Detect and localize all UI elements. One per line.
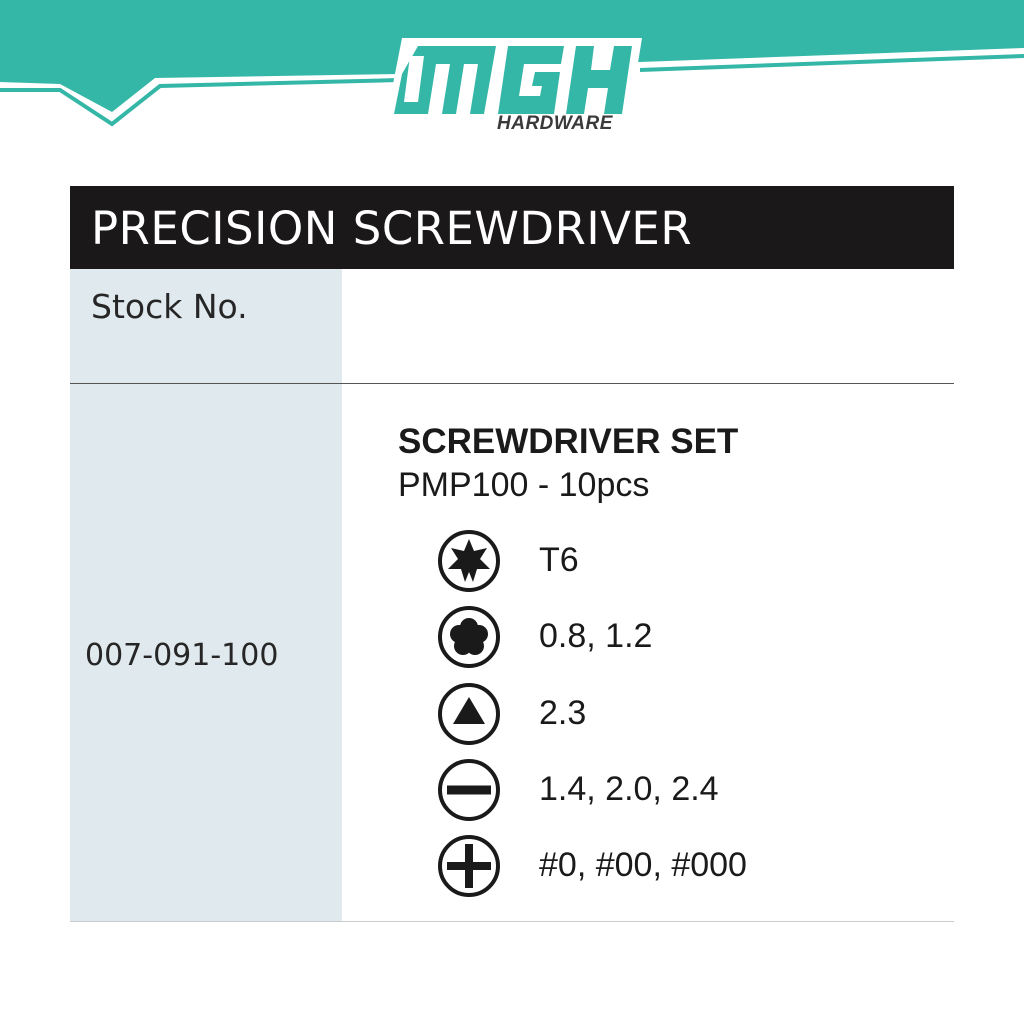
pentalobe-icon [437, 605, 501, 669]
row-divider [70, 383, 954, 384]
spec-value: 2.3 [539, 694, 587, 732]
spec-value: T6 [539, 541, 579, 579]
triwing-icon [437, 682, 501, 746]
product-model: PMP100 - 10pcs [398, 466, 650, 504]
spec-row-pentalobe [437, 605, 937, 669]
stock-label: Stock No. [91, 287, 248, 326]
spec-row-phillips [437, 834, 937, 898]
phillips-icon [437, 834, 501, 898]
spec-value: #0, #00, #000 [539, 846, 747, 884]
table-bottom-border [70, 921, 954, 922]
spec-value: 1.4, 2.0, 2.4 [539, 770, 719, 808]
label-column [70, 269, 342, 922]
product-name: SCREWDRIVER SET [398, 422, 739, 461]
torx-icon [437, 529, 501, 593]
page-title: PRECISION SCREWDRIVER [91, 202, 693, 255]
spec-value: 0.8, 1.2 [539, 617, 653, 655]
title-bar [70, 186, 954, 269]
spec-row-triwing [437, 682, 937, 746]
spec-row-slotted [437, 758, 937, 822]
brand-subtitle: HARDWARE [497, 113, 613, 134]
stock-number: 007-091-100 [85, 638, 279, 673]
spec-row-torx [437, 529, 937, 593]
slotted-icon [437, 758, 501, 822]
